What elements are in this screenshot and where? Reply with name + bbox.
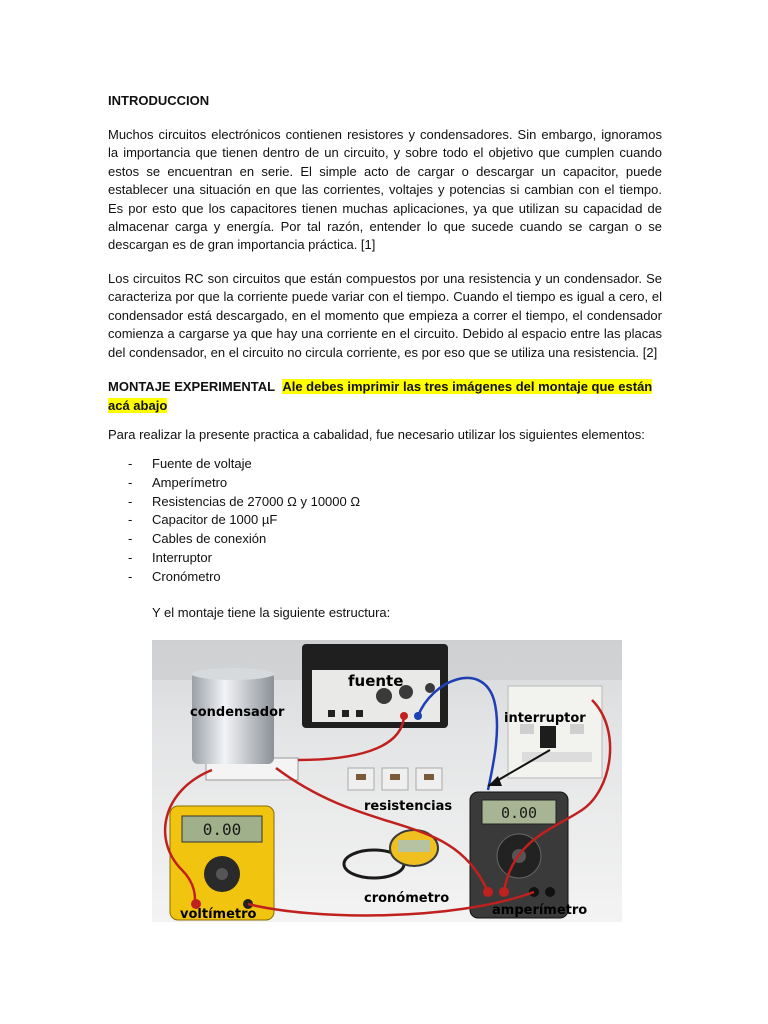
resistors — [348, 768, 442, 790]
label-condensador: condensador — [190, 705, 285, 720]
label-voltimetro: voltímetro — [180, 907, 257, 922]
label-cronometro: cronómetro — [364, 891, 450, 906]
label-amperimetro: amperímetro — [492, 903, 588, 918]
label-resistencias: resistencias — [364, 799, 453, 814]
voltmeter — [170, 806, 274, 920]
list-item: - Resistencias de 27000 Ω y 10000 Ω — [128, 493, 360, 512]
montaje-heading-line — [108, 377, 662, 415]
list-item: - Fuente de voltaje — [128, 455, 360, 474]
montaje-heading: MONTAJE EXPERIMENTAL — [108, 379, 276, 394]
structure-intro: Y el montaje tiene la siguiente estructura: — [152, 605, 391, 620]
intro-paragraph-2: Los circuitos RC son circuitos que están compuestos por una resistencia y un condensador. Se caracteriza por que la corriente puede variar con el tiempo. Cuando el tiempo es igual a cero, el condensador está descargado, en el momento que empieza a correr el tiempo, el condensador comienza a cargarse ya que hay una corriente en el circuito. Debido al espacio entre las placas del condensador, en el circuito no circula corriente, es por eso que se utiliza una resistencia. [2] — [108, 271, 662, 360]
elements-list — [128, 455, 360, 587]
setup-photo-illustration — [152, 640, 622, 922]
list-item: - Amperímetro — [128, 474, 360, 493]
intro-heading: INTRODUCCION — [108, 93, 210, 108]
list-item: - Interruptor — [128, 549, 360, 568]
list-item: - Cronómetro — [128, 568, 360, 587]
highlight-note: Ale debes imprimir las tres imágenes del montaje que están acá abajo — [108, 379, 653, 413]
intro-paragraph-1: Muchos circuitos electrónicos contienen resistores y condensadores. Sin embargo, ignoramos la importancia que tienen dentro de un circuito, y sobre todo el objetivo que cumplen cuando estos se encuentran en serie. El simple acto de cargar o descargar un capacitor, puede establecer una situación en que las corrientes, voltajes y potencias si cambian con el tiempo. Es por esto que los capacitores tienen muchas aplicaciones, ya que utilizan su capacidad de almacenar carga y energía. Por tal razón, entender lo que sucede cuando se cargan o se descargan es de gran importancia práctica. [1] — [108, 127, 662, 253]
label-fuente: fuente — [348, 672, 404, 690]
voltmeter-display: 0.00 — [202, 820, 242, 839]
label-interruptor: interruptor — [504, 711, 586, 726]
list-item: - Capacitor de 1000 µF — [128, 511, 360, 530]
setup-photo — [152, 640, 622, 922]
switch-board — [508, 686, 602, 778]
ammeter-display: 0.00 — [500, 804, 538, 822]
list-item: - Cables de conexión — [128, 530, 360, 549]
elements-intro: Para realizar la presente practica a cabalidad, fue necesario utilizar los siguientes elementos: — [108, 427, 645, 442]
